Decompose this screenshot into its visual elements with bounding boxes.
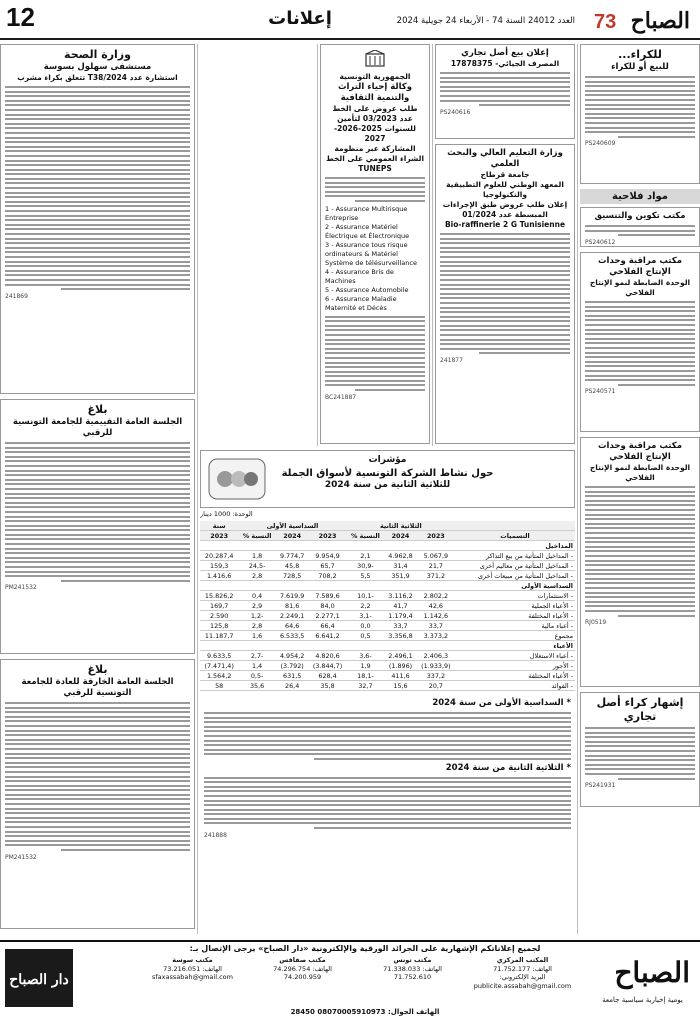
table-cell: -3,6	[347, 651, 385, 661]
indicators-unit: الوحدة: 1000 دينار	[200, 510, 253, 518]
table-body	[200, 541, 575, 691]
notice-label: بلاغ	[87, 663, 108, 676]
table-cell: 1.416,6	[200, 571, 238, 581]
table-cell: 33,7	[384, 621, 417, 631]
notice-subtitle: جامعة قرطاج	[480, 170, 530, 179]
table-cell: 2,8	[238, 621, 276, 631]
notice-subtitle: الوحدة الضابطة لنمو الإنتاج الفلاحي	[589, 278, 691, 297]
table-cell	[200, 581, 238, 591]
table-cell: -18,1	[347, 671, 385, 681]
notice-agri-control-2	[580, 437, 700, 687]
table-cell: 3.116,2	[384, 591, 417, 601]
notice-id: PS240612	[585, 238, 616, 246]
notice-title: وكالة إحياء التراث والتنمية الثقافية	[337, 82, 413, 103]
notice-subtitle: المعهد الوطني للعلوم التطبيقية والتكنولوجيا	[446, 180, 564, 199]
notice-hospital	[0, 44, 195, 394]
footer-contact-label: مكتب صفاقس	[279, 956, 326, 964]
section-band-agri: مواد فلاحية	[580, 189, 700, 204]
table-cell: 6.641,2	[308, 631, 346, 641]
table-cell: 1.179,4	[384, 611, 417, 621]
notice-heritage-tender	[320, 44, 430, 444]
table-cell: -0,5	[238, 671, 276, 681]
table-cell: 3.356,8	[384, 631, 417, 641]
indicators-header	[200, 450, 575, 508]
table-cell: -24,5	[238, 561, 276, 571]
indicators-title-1: حول نشاط الشركة التونسية لأسواق الجملة	[281, 468, 494, 479]
table-row-label: الأعباء	[455, 641, 575, 651]
table-cell	[276, 541, 309, 551]
newspaper-logo	[590, 2, 694, 36]
notice-id: RJ0519	[585, 619, 607, 627]
table-row-label: المداخيل	[455, 541, 575, 551]
table-cell: 2.249,1	[276, 611, 309, 621]
table-cell	[276, 581, 309, 591]
table-group-cell: سنة	[200, 521, 238, 531]
table-cell: (7.471,4)	[200, 661, 238, 671]
table-cell: 15.826,2	[200, 591, 238, 601]
notice-subtitle: للسنوات 2025-2026-2027	[334, 124, 416, 143]
footer-tagline: يومية إخبارية سياسية جامعة	[602, 996, 683, 1004]
table-header-cell: 2024	[384, 531, 417, 541]
table-cell: 2.406,3	[417, 651, 455, 661]
logo-number: 73	[594, 11, 617, 33]
footer-contact-label: المكتب المركزي	[496, 956, 549, 964]
emblem-icon	[325, 50, 425, 70]
table-cell: 9.633,5	[200, 651, 238, 661]
table-row	[200, 601, 575, 611]
insurance-item: 3 - Assurance tous risque ordinateurs & Matériel Système de télésurveillance	[325, 240, 417, 267]
footer-contact-line2: 71.752.610	[393, 973, 432, 981]
table-cell: 411,6	[384, 671, 417, 681]
insurance-item: 1 - Assurance Multirisque Entreprise	[325, 204, 408, 222]
footer-logo-text: الصباح	[614, 956, 690, 989]
insurance-item: 2 - Assurance Matériel Électrique et Électronique	[325, 222, 410, 240]
table-cell	[347, 541, 385, 551]
table-cell: (1.933,9)	[417, 661, 455, 671]
footer-contact-line1: الهاتف: 74.296.754	[273, 964, 332, 973]
table-row	[200, 621, 575, 631]
notes-title-2: * الثلاثية الثانية من سنة 2024	[445, 762, 571, 773]
notice-rugby-assembly	[0, 399, 195, 654]
footer-contact	[250, 956, 355, 1008]
table-row	[200, 651, 575, 661]
table-cell: 4.962,8	[384, 551, 417, 561]
table-cell: 0,0	[347, 621, 385, 631]
indicators-title-2: للثلاثية الثانية من سنة 2024	[324, 480, 451, 490]
table-cell: 35,8	[308, 681, 346, 691]
footer-contact-line1: الهاتف: 71.752.177	[493, 964, 552, 973]
notice-title: إعلان بيع أصل تجاري	[461, 48, 549, 58]
table-cell: 9.954,9	[308, 551, 346, 561]
table-cell: 628,4	[308, 671, 346, 681]
insurance-item: 5 - Assurance Automobile	[325, 285, 409, 294]
notice-training	[580, 207, 700, 247]
table-cell: 33,7	[417, 621, 455, 631]
notice-id: PS240571	[585, 388, 616, 396]
notice-body	[585, 76, 695, 138]
table-cell	[384, 581, 417, 591]
table-cell: 371,2	[417, 571, 455, 581]
table-header-cell: التسميات	[455, 531, 575, 541]
table-row-label: - أعباء الاستغلال	[455, 651, 575, 661]
table-cell: -2,7	[238, 651, 276, 661]
page-footer	[0, 940, 700, 1017]
notice-title: وزارة التعليم العالي والبحث العلمي	[447, 148, 563, 169]
table-row	[200, 661, 575, 671]
table-cell: 5.067,9	[417, 551, 455, 561]
footer-phone-band: الهاتف الجوال: 08070005910973 28450	[290, 1008, 440, 1016]
table-group-header	[200, 521, 575, 531]
table-cell: 3.373,2	[417, 631, 455, 641]
table-row	[200, 541, 575, 551]
insurance-list	[325, 205, 425, 313]
footer-contact	[140, 956, 245, 1008]
table-cell: 7.589,6	[308, 591, 346, 601]
notice-subtitle: المصرف الجيائي- 17878375	[450, 59, 560, 68]
table-cell: 64,6	[276, 621, 309, 631]
table-row	[200, 571, 575, 581]
table-row-label: - أعباء مالية	[455, 621, 575, 631]
table-cell: 2,1	[347, 551, 385, 561]
table-cell: 2.802,2	[417, 591, 455, 601]
notice-id: PS240616	[440, 108, 471, 116]
table-row	[200, 681, 575, 691]
table-cell: 15,6	[384, 681, 417, 691]
table-row	[200, 581, 575, 591]
notice-id: 241877	[440, 357, 463, 365]
table-group-cell: السداسية الأولى	[238, 521, 346, 531]
table-cell	[347, 641, 385, 651]
notice-subtitle: المشاركة عبر منظومة الشراء العمومي على الخط TUNEPS	[325, 144, 425, 173]
table-row	[200, 561, 575, 571]
page-number: 12	[6, 2, 35, 32]
table-cell: -3,1	[347, 611, 385, 621]
notice-id: PM241532	[5, 584, 37, 592]
table-cell: 6.533,5	[276, 631, 309, 641]
table-row	[200, 591, 575, 601]
table-cell: 1,9	[347, 661, 385, 671]
table-cell	[347, 581, 385, 591]
table-cell: (3.792)	[276, 661, 309, 671]
table-cell: 1,6	[238, 631, 276, 641]
table-group-cell: الثلاثية الثانية	[347, 521, 455, 531]
notice-subtitle: طلب عروض على الخط عدد 03/2023 لتأمين	[332, 104, 418, 123]
footer-logo-small: دار الصباح	[9, 972, 69, 988]
table-cell: (1.896)	[384, 661, 417, 671]
table-cell: 65,7	[308, 561, 346, 571]
insurance-item: 6 - Assurance Maladie Maternité et Décès	[325, 294, 397, 312]
table-cell	[276, 641, 309, 651]
table-cell: 26,4	[276, 681, 309, 691]
table-cell: 337,2	[417, 671, 455, 681]
notice-agri-control-1	[580, 252, 700, 432]
table-row-label: - المداخيل المتأتية من بيع التذاكر	[455, 551, 575, 561]
table-cell	[238, 581, 276, 591]
table-cell: 2,8	[238, 571, 276, 581]
notice-university-tender	[435, 144, 575, 444]
footer-contact-line1: الهاتف: 73.216.051	[163, 964, 222, 973]
table-cell: 45,8	[276, 561, 309, 571]
notice-title: الجلسة العامة التقييمية للجامعة التونسية للرقبي	[12, 417, 183, 438]
market-logo-icon	[207, 457, 267, 501]
footer-contact-label: مكتب سوسة	[172, 956, 213, 964]
indicators-badge: مؤشرات	[368, 455, 407, 465]
table-cell: 2,9	[238, 601, 276, 611]
table-header-cell: النسبة %	[347, 531, 385, 541]
table-cell	[308, 541, 346, 551]
table-cell: 66,4	[308, 621, 346, 631]
column-right	[580, 44, 700, 934]
table-cell: -1,2	[238, 611, 276, 621]
table-row-label: مجموع	[455, 631, 575, 641]
table-row-label: - الأجور	[455, 661, 575, 671]
table-row-label: - الأعباء المختلفة	[455, 671, 575, 681]
notice-rugby-extraordinary	[0, 659, 195, 929]
notice-subtitle: إعلان طلب عروض طبق الإجراءات المبسطة عدد 01/2024	[442, 200, 568, 219]
table-cell	[308, 581, 346, 591]
table-header-cell: 2023	[417, 531, 455, 541]
section-title: إعلانات	[268, 8, 332, 29]
table-cell: 2.277,1	[308, 611, 346, 621]
notice-id: 241869	[5, 292, 28, 300]
table-cell: 728,5	[276, 571, 309, 581]
table-row	[200, 641, 575, 651]
table-cell: 2.496,1	[384, 651, 417, 661]
footer-head: لجميع إعلاناتكم الإشهارية على الجرائد الورقية والإلكترونية «دار الصباح» يرجى الإتصال بـ:	[189, 944, 541, 953]
notice-id: PM241532	[5, 853, 37, 861]
indicators-table	[200, 521, 575, 691]
table-cell: 159,3	[200, 561, 238, 571]
table-cell: (3.844,7)	[308, 661, 346, 671]
table-row-label: - المداخيل المتأتية من مبيعات أخرى	[455, 571, 575, 581]
table-cell: 1.564,2	[200, 671, 238, 681]
table-cell	[384, 641, 417, 651]
footer-contact-line1: الهاتف: 71.338.033	[383, 964, 442, 973]
table-header-cell: 2023	[200, 531, 238, 541]
column-left	[0, 44, 195, 934]
notice-title: مكتب تكوين والتنسيق	[594, 211, 686, 221]
notice-title: للكراء...	[618, 48, 662, 61]
table-cell: 7.619,9	[276, 591, 309, 601]
notice-subtitle: مستشفى سهلول بسوسة	[43, 62, 152, 72]
indicators-notes	[200, 695, 575, 870]
footer-contact-label: مكتب تونس	[393, 956, 432, 964]
notes-title: * السداسية الأولى من سنة 2024	[432, 698, 571, 708]
table-column-header	[200, 531, 575, 541]
notice-title: مكتب مراقبة وحدات الإنتاج الفلاحي	[597, 256, 683, 277]
notice-ministry: الجمهورية التونسية	[339, 72, 411, 81]
notice-title: مكتب مراقبة وحدات الإنتاج الفلاحي	[597, 441, 683, 462]
notice-title: إشهار كراء أصل تجاري	[596, 696, 684, 723]
table-cell: 58	[200, 681, 238, 691]
notice-sale-business	[435, 44, 575, 139]
table-cell: 20,7	[417, 681, 455, 691]
table-cell: 5,5	[347, 571, 385, 581]
table-row-label: - الاستثمارات	[455, 591, 575, 601]
table-cell: 169,7	[200, 601, 238, 611]
notice-commercial-lease	[580, 692, 700, 807]
table-cell	[200, 541, 238, 551]
table-cell	[238, 641, 276, 651]
table-cell	[384, 541, 417, 551]
table-cell: 11.187,7	[200, 631, 238, 641]
table-row	[200, 671, 575, 681]
table-cell: 84,0	[308, 601, 346, 611]
notice-title: وزارة الصحة	[64, 48, 131, 61]
table-row	[200, 631, 575, 641]
table-cell: -10,1	[347, 591, 385, 601]
footer-contact-line2: sfaxassabah@gmail.com	[152, 973, 233, 981]
table-cell: 31,4	[384, 561, 417, 571]
table-cell: 4.954,2	[276, 651, 309, 661]
table-header-cell: 2023	[308, 531, 346, 541]
table-cell: 1,8	[238, 551, 276, 561]
dar-assabah-logo	[4, 948, 74, 1008]
table-cell	[417, 641, 455, 651]
notice-subtitle: الوحدة الضابطة لنمو الإنتاج الفلاحي	[589, 463, 691, 482]
notice-title: الجلسة العامة الخارقة للعادة للجامعة التونسية للرقبي	[21, 677, 174, 698]
footer-newspaper-logo	[590, 948, 695, 992]
table-cell: 42,6	[417, 601, 455, 611]
table-cell: 32,7	[347, 681, 385, 691]
notice-subtitle: للبيع أو للكراء	[611, 62, 669, 72]
table-cell	[238, 541, 276, 551]
table-cell: 351,9	[384, 571, 417, 581]
table-cell: 21,7	[417, 561, 455, 571]
table-group-cell	[455, 521, 575, 531]
table-cell: 125,8	[200, 621, 238, 631]
notice-rent	[580, 44, 700, 184]
table-cell: 0,5	[347, 631, 385, 641]
insurance-item: 4 - Assurance Bris de Machines	[325, 267, 394, 285]
table-cell: 35,6	[238, 681, 276, 691]
notice-id: 241888	[204, 831, 227, 839]
table-cell: 631,5	[276, 671, 309, 681]
table-cell	[200, 641, 238, 651]
table-row-label: - المداخيل المتأتية من معاليم أخرى	[455, 561, 575, 571]
table-cell: 2.590	[200, 611, 238, 621]
table-header-cell: النسبة %	[238, 531, 276, 541]
notice-id: BC241887	[325, 393, 357, 401]
table-row-label: السداسية الأولى	[455, 581, 575, 591]
table-cell: 81,6	[276, 601, 309, 611]
footer-contact-line2: 74.200.959	[283, 973, 322, 981]
table-cell: 1,4	[238, 661, 276, 671]
table-cell: 1.142,6	[417, 611, 455, 621]
table-cell: 9.774,7	[276, 551, 309, 561]
table-row	[200, 551, 575, 561]
table-row	[200, 611, 575, 621]
table-cell: 708,2	[308, 571, 346, 581]
notice-subtitle-fr: Bio-raffinerie 2 G Tunisienne	[444, 220, 566, 229]
notice-label: بلاغ	[87, 403, 108, 416]
table-cell: 41,7	[384, 601, 417, 611]
notice-id: PS241931	[585, 782, 616, 790]
notice-subtitle: استشارة عدد 2024/T38 تتعلق بكراء مشرب	[17, 73, 178, 82]
table-cell	[417, 581, 455, 591]
table-row-label: - الفوائد	[455, 681, 575, 691]
page-header	[0, 0, 700, 40]
footer-contact-line2: البريد الإلكتروني: publicite.assabah@gmail.com	[473, 973, 572, 990]
table-cell	[308, 641, 346, 651]
table-cell: -30,9	[347, 561, 385, 571]
issue-line: العدد 24012 السنة 74 - الأربعاء 24 جويلية 2024	[396, 16, 575, 26]
footer-contact	[470, 956, 575, 1008]
notice-id: PS240609	[585, 140, 616, 148]
indicators-block	[200, 450, 575, 934]
table-cell: 20.287,4	[200, 551, 238, 561]
table-header-cell: 2024	[276, 531, 309, 541]
table-row-label: - الأعباء المختلفة	[455, 611, 575, 621]
logo-text: الصباح	[630, 8, 690, 34]
footer-contact	[360, 956, 465, 1008]
table-cell: 4.820,6	[308, 651, 346, 661]
table-row-label: - الأعباء الجملية	[455, 601, 575, 611]
table-cell: 2,2	[347, 601, 385, 611]
table-cell: 0,4	[238, 591, 276, 601]
table-cell	[417, 541, 455, 551]
